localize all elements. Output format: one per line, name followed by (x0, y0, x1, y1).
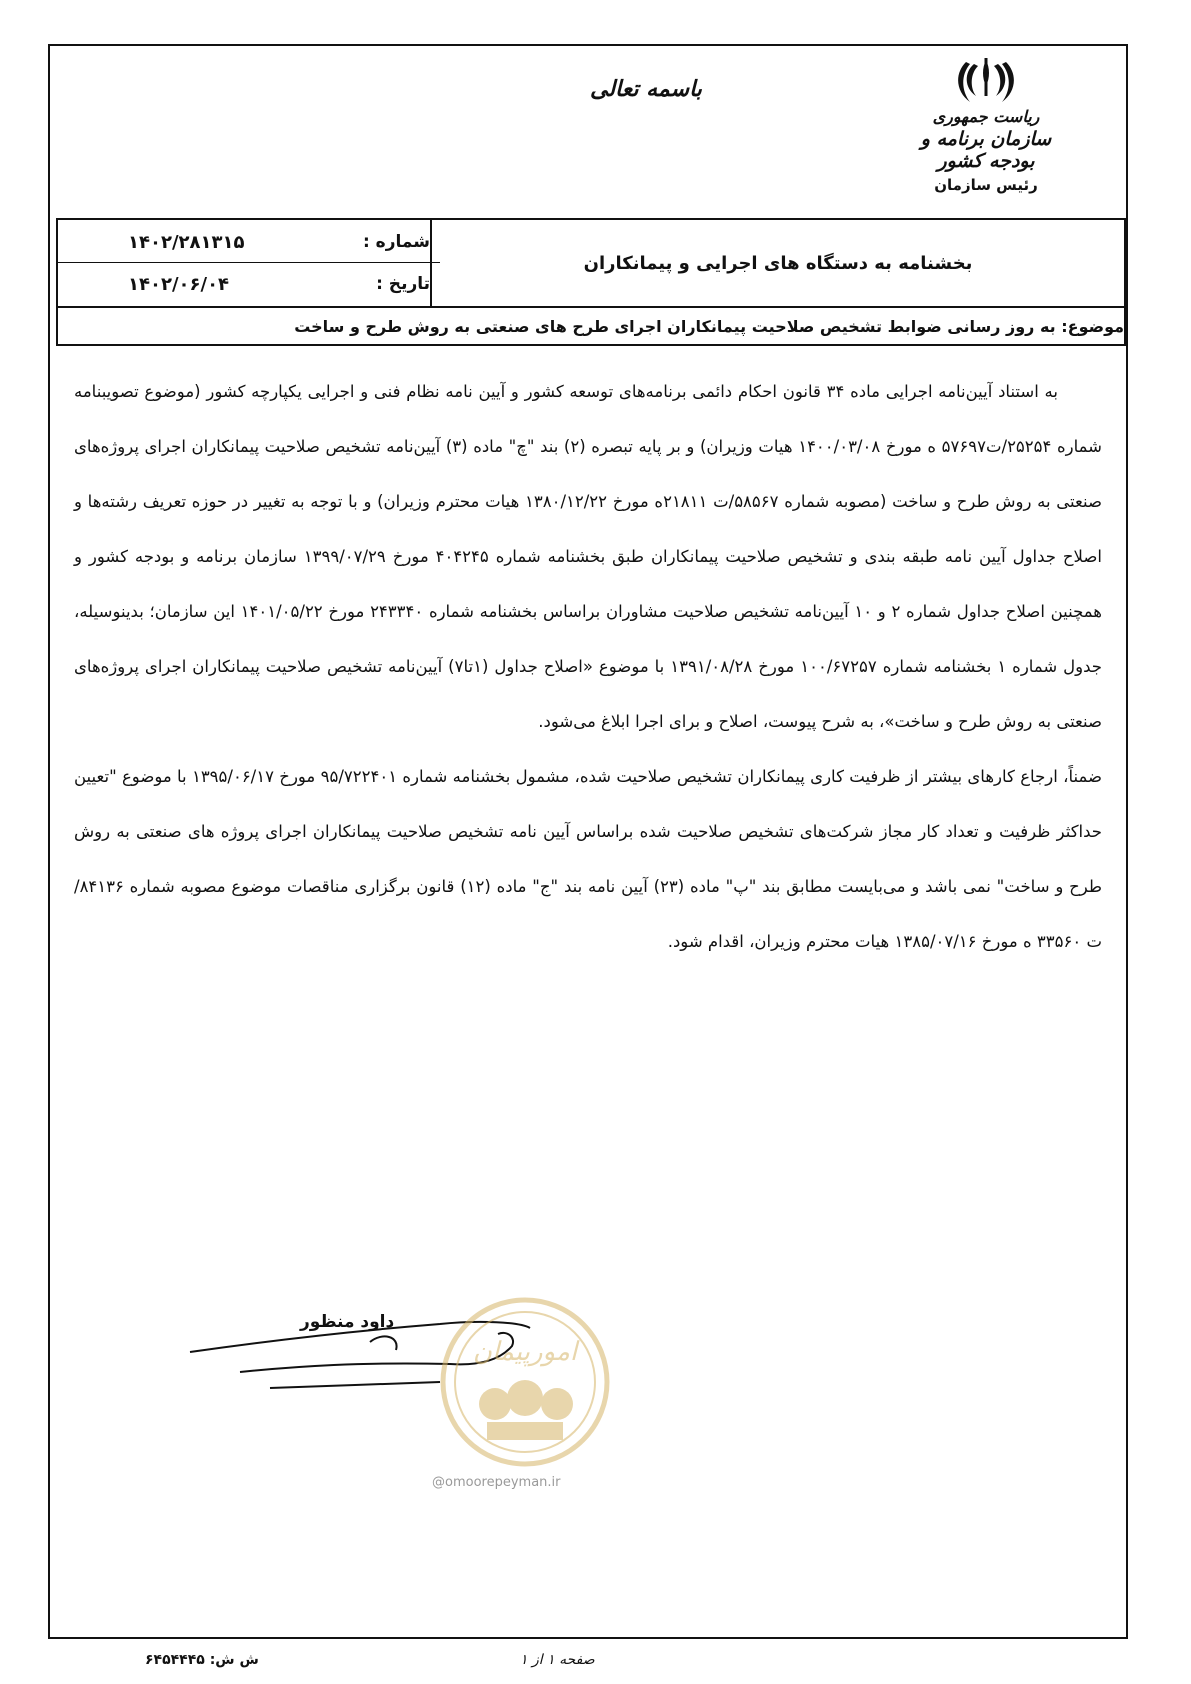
letter-body (74, 364, 1102, 969)
organization-header (896, 56, 1076, 194)
date-value: ۱۴۰۲/۰۶/۰۴ (128, 273, 230, 295)
number-row (58, 222, 440, 263)
org-line-organization: سازمان برنامه و بودجه کشور (920, 128, 1052, 172)
org-line-presidency: ریاست جمهوری (932, 107, 1040, 126)
body-paragraph-2: ضمناً، ارجاع کارهای بیشتر از ظرفیت کاری پیمانکاران تشخیص صلاحیت شده، مشمول بخشنامه شماره ۹۵/۷۲۲۴۰۱ مورخ ۱۳۹۵/۰۶/۱۷ با موضوع "تعیین حداکثر ظرفیت و تعداد کار مجاز شرکت‌های تشخیص صلاحیت شده براساس آیین نامه تشخیص صلاحیت پیمانکاران اجرای پروژه های صنعتی به روش طرح و ساخت" نمی باشد و می‌بایست مطابق بند "پ" ماده (۲۳) آیین نامه بند "ج" ماده (۱۲) قانون برگزاری مناقصات موضوع مصوبه شماره ۸۴۱۳۶/ ت ۳۳۵۶۰ ه مورخ ۱۳۸۵/۰۷/۱۶ هیات محترم وزیران، اقدام شود. (74, 767, 1103, 951)
letter-meta (58, 220, 440, 306)
company-stamp-watermark (425, 1292, 625, 1472)
reference-code: ش ش: ۶۴۵۴۴۴۵ (145, 1652, 259, 1668)
stamp-text: امورپیمان (472, 1337, 578, 1367)
letter-title: بخشنامه به دستگاه های اجرایی و پیمانکاران (430, 220, 1124, 306)
date-label: تاریخ : (376, 274, 430, 294)
number-value: ۱۴۰۲/۲۸۱۳۱۵ (128, 231, 245, 253)
body-paragraph-1: به استناد آیین‌نامه اجرایی ماده ۳۴ قانون احکام دائمی برنامه‌های توسعه کشور و آیین نامه نظام فنی و اجرایی یکپارچه کشور (موضوع تصویبنامه شماره ۲۵۲۵۴/ت۵۷۶۹۷ ه مورخ ۱۴۰۰/۰۳/۰۸ هیات وزیران) و بر پایه تبصره (۲) بند "چ" ماده (۳) آیین‌نامه تشخیص صلاحیت پیمانکاران اجرای پروژه‌های صنعتی به روش طرح و ساخت (مصوبه شماره ۵۸۵۶۷/ت ۲۱۸۱۱ه مورخ ۱۳۸۰/۱۲/۲۲ هیات محترم وزیران) و با توجه به تغییر در حوزه تعریف رشته‌ها و اصلاح جداول آیین نامه طبقه بندی و تشخیص صلاحیت پیمانکاران طبق بخشنامه شماره ۴۰۴۲۴۵ مورخ ۱۳۹۹/۰۷/۲۹ سازمان برنامه و بودجه کشور و همچنین اصلاح جداول شماره ۲ و ۱۰ آیین‌نامه تشخیص صلاحیت مشاوران براساس بخشنامه شماره ۲۴۳۳۴۰ مورخ ۱۴۰۱/۰۵/۲۲ این سازمان؛ بدینوسیله، جدول شماره ۱ بخشنامه شماره ۱۰۰/۶۷۲۵۷ مورخ ۱۳۹۱/۰۸/۲۸ با موضوع «اصلاح جداول (۱تا۷) آیین‌نامه تشخیص صلاحیت پیمانکاران اجرای پروژه‌های صنعتی به روش طرح و ساخت»، به شرح پیوست، اصلاح و برای اجرا ابلاغ می‌شود. (74, 382, 1102, 731)
signatory-name: داود منظور (300, 1312, 395, 1332)
org-role: رئیس سازمان (934, 176, 1038, 194)
stamp-website: @omoorepeyman.ir (432, 1475, 561, 1490)
date-row (68, 264, 430, 304)
iran-emblem-icon (956, 56, 1016, 106)
number-label: شماره : (362, 232, 430, 252)
letter-header-table (56, 218, 1126, 346)
letter-subject: موضوع: به روز رسانی ضوابط تشخیص صلاحیت پیمانکاران اجرای طرح های صنعتی به روش طرح و ساخت (58, 306, 1124, 344)
bismillah-heading: باسمه تعالی (590, 76, 702, 102)
page-number: صفحه ۱ از ۱ (520, 1652, 595, 1668)
